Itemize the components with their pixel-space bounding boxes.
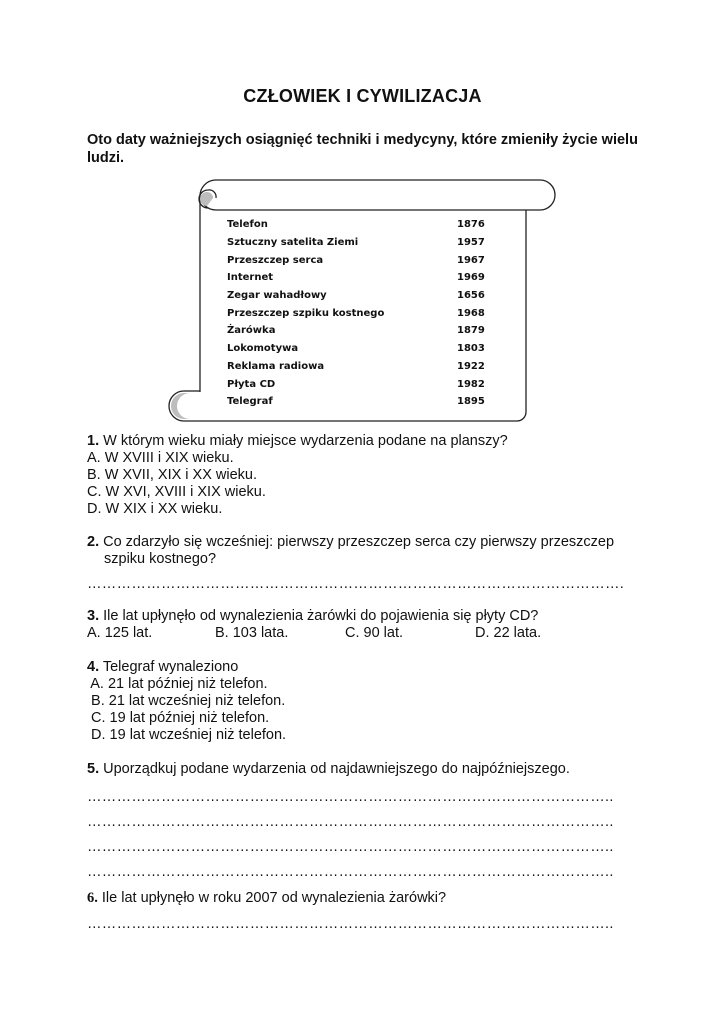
q5-answer-line-2[interactable]: …………………………………………………………………………………………….. [87, 814, 614, 830]
invention-year: 1957 [457, 237, 485, 249]
q1-option-d: D. W XIX i XX wieku. [87, 501, 223, 517]
invention-row [227, 251, 487, 269]
q4-option-c: C. 19 lat później niż telefon. [87, 710, 270, 726]
q1-option-b: B. W XVII, XIX i XX wieku. [87, 467, 258, 483]
invention-row [227, 304, 487, 322]
invention-row [227, 287, 487, 305]
invention-row [227, 216, 487, 234]
q5-answer-line-1[interactable]: …………………………………………………………………………………………….. [87, 789, 614, 805]
q5-text: Uporządkuj podane wydarzenia od najdawniejszego do najpóźniejszego. [99, 761, 570, 777]
q1-option-c: C. W XVI, XVIII i XIX wieku. [87, 484, 266, 500]
invention-year: 1922 [457, 360, 485, 372]
invention-name: Lokomotywa [227, 343, 299, 355]
page-title: CZŁOWIEK I CYWILIZACJA [243, 86, 482, 106]
invention-name: Przeszczep serca [227, 254, 324, 266]
question-2 [87, 534, 647, 593]
q6-answer-line[interactable]: …………………………………………………………………………………………….. [87, 916, 614, 932]
q4-number: 4. [87, 659, 100, 675]
invention-name: Sztuczny satelita Ziemi [227, 237, 359, 249]
invention-name: Żarówka [227, 325, 276, 337]
invention-row [227, 269, 487, 287]
invention-name: Zegar wahadłowy [227, 290, 327, 302]
invention-row [227, 234, 487, 252]
q4-option-a: A. 21 lat później niż telefon. [87, 676, 268, 692]
q5-number: 5. [87, 761, 100, 777]
q3-number: 3. [87, 608, 100, 624]
inventions-list [227, 216, 487, 411]
invention-name: Telegraf [227, 396, 273, 408]
q3-text: Ile lat upłynęło od wynalezienia żarówki do pojawienia się płyty CD? [99, 608, 539, 624]
q1-option-a: A. W XVIII i XIX wieku. [87, 450, 234, 466]
q4-option-b: B. 21 lat wcześniej niż telefon. [87, 693, 286, 709]
invention-year: 1879 [457, 325, 485, 337]
invention-year: 1803 [457, 343, 485, 355]
q3-option-d: D. 22 lata. [475, 625, 542, 641]
q2-text-cont: szpiku kostnego? [104, 551, 217, 567]
question-6 [87, 890, 647, 933]
question-5 [87, 761, 647, 881]
q4-option-d: D. 19 lat wcześniej niż telefon. [87, 727, 287, 743]
q3-option-b: B. 103 lata. [215, 625, 289, 641]
invention-row [227, 393, 487, 411]
q3-option-c: C. 90 lat. [345, 625, 404, 641]
q1-text: W którym wieku miały miejsce wydarzenia podane na planszy? [99, 433, 508, 449]
invention-name: Płyta CD [227, 378, 276, 390]
intro-text: Oto daty ważniejszych osiągnięć techniki i medycyny, które zmieniły życie wielu ludzi. [87, 132, 638, 166]
q2-number: 2. [87, 534, 100, 550]
invention-year: 1968 [457, 307, 485, 319]
invention-name: Internet [227, 272, 274, 284]
invention-year: 1656 [457, 290, 485, 302]
q6-text: Ile lat upłynęło w roku 2007 od wynalezienia żarówki? [97, 890, 447, 906]
invention-name: Telefon [227, 219, 268, 231]
invention-name: Przeszczep szpiku kostnego [227, 307, 385, 319]
invention-row [227, 322, 487, 340]
q3-option-a: A. 125 lat. [87, 625, 153, 641]
invention-year: 1982 [457, 378, 485, 390]
q5-answer-line-4[interactable]: …………………………………………………………………………………………….. [87, 864, 614, 880]
q2-answer-line[interactable]: ………………………………………………………………………………………………. [87, 576, 625, 592]
q6-number: 6. [87, 890, 98, 906]
invention-year: 1876 [457, 219, 485, 231]
q5-answer-line-3[interactable]: …………………………………………………………………………………………….. [87, 839, 614, 855]
question-3 [87, 608, 647, 642]
invention-row [227, 358, 487, 376]
invention-row [227, 375, 487, 393]
invention-year: 1967 [457, 254, 485, 266]
invention-row [227, 340, 487, 358]
invention-year: 1969 [457, 272, 485, 284]
q4-text: Telegraf wynaleziono [99, 659, 239, 675]
q1-number: 1. [87, 433, 100, 449]
q2-text: Co zdarzyło się wcześniej: pierwszy przeszczep serca czy pierwszy przeszczep [99, 534, 615, 550]
question-1 [87, 433, 647, 518]
invention-year: 1895 [457, 396, 485, 408]
invention-name: Reklama radiowa [227, 360, 325, 372]
question-4 [87, 659, 647, 744]
